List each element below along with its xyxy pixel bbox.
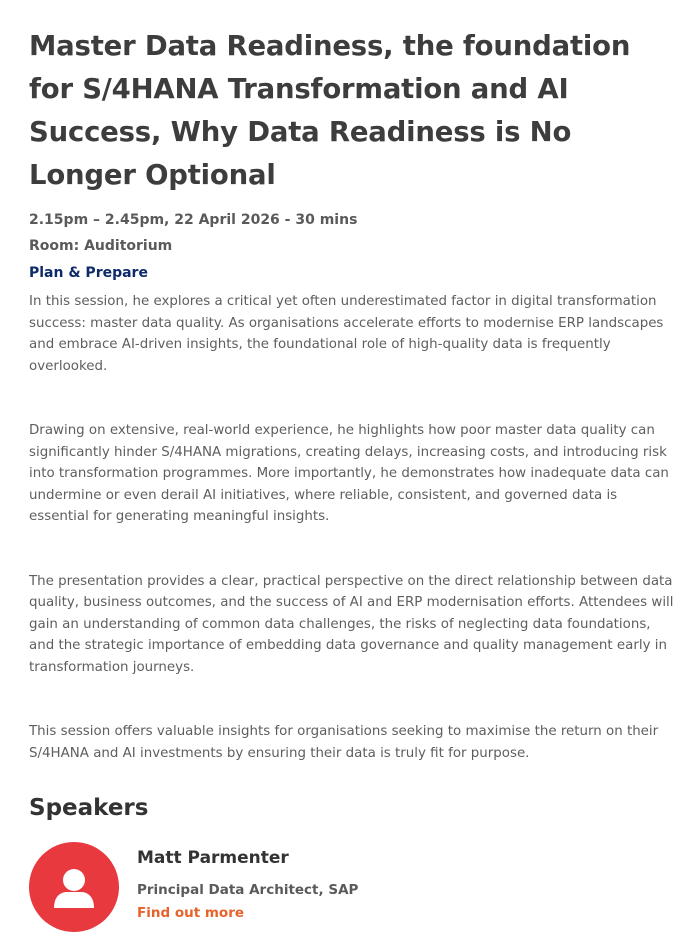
speaker-info — [137, 842, 358, 923]
session-time: 2.15pm – 2.45pm, 22 April 2026 - 30 mins — [29, 212, 358, 228]
session-title: Master Data Readiness, the foundation for S/4HANA Transformation and AI Success, Why Data Readiness is No Longer Optional — [29, 30, 631, 191]
find-out-more-link[interactable]: Find out more — [137, 905, 245, 921]
description-paragraph: This session offers valuable insights for organisations seeking to maximise the return on their S/4HANA and AI investments by ensuring their data is truly fit for purpose. — [29, 724, 659, 761]
speaker-name: Matt Parmenter — [137, 848, 289, 868]
description-paragraph: The presentation provides a clear, practical perspective on the direct relationship between data quality, business outcomes, and the success of AI and ERP modernisation efforts. Attendees will gain an understanding of common data challenges, the risks of neglecting data foundations, and the strategic importance of embedding data governance and quality management early in transformation journeys. — [29, 573, 674, 675]
session-description — [29, 291, 674, 764]
description-paragraph: Drawing on extensive, real-world experience, he highlights how poor master data quality can significantly hinder S/4HANA migrations, creating delays, increasing costs, and introducing risk into transformation programmes. More importantly, he demonstrates how inadequate data can undermine or even derail AI initiatives, where reliable, consistent, and governed data is essential for generating meaningful insights. — [29, 423, 669, 524]
session-detail — [29, 25, 674, 934]
speakers-heading: Speakers — [29, 795, 149, 821]
session-room: Room: Auditorium — [29, 238, 173, 254]
user-placeholder-icon — [29, 842, 119, 932]
speaker-avatar — [29, 842, 119, 932]
speaker-card — [29, 842, 674, 934]
session-track: Plan & Prepare — [29, 265, 148, 281]
description-paragraph: In this session, he explores a critical yet often underestimated factor in digital transformation success: master data quality. As organisations accelerate efforts to modernise ERP landscapes and embrace AI-driven insights, the foundational role of high-quality data is frequently overlooked. — [29, 294, 664, 374]
speaker-role: Principal Data Architect, SAP — [137, 882, 359, 898]
